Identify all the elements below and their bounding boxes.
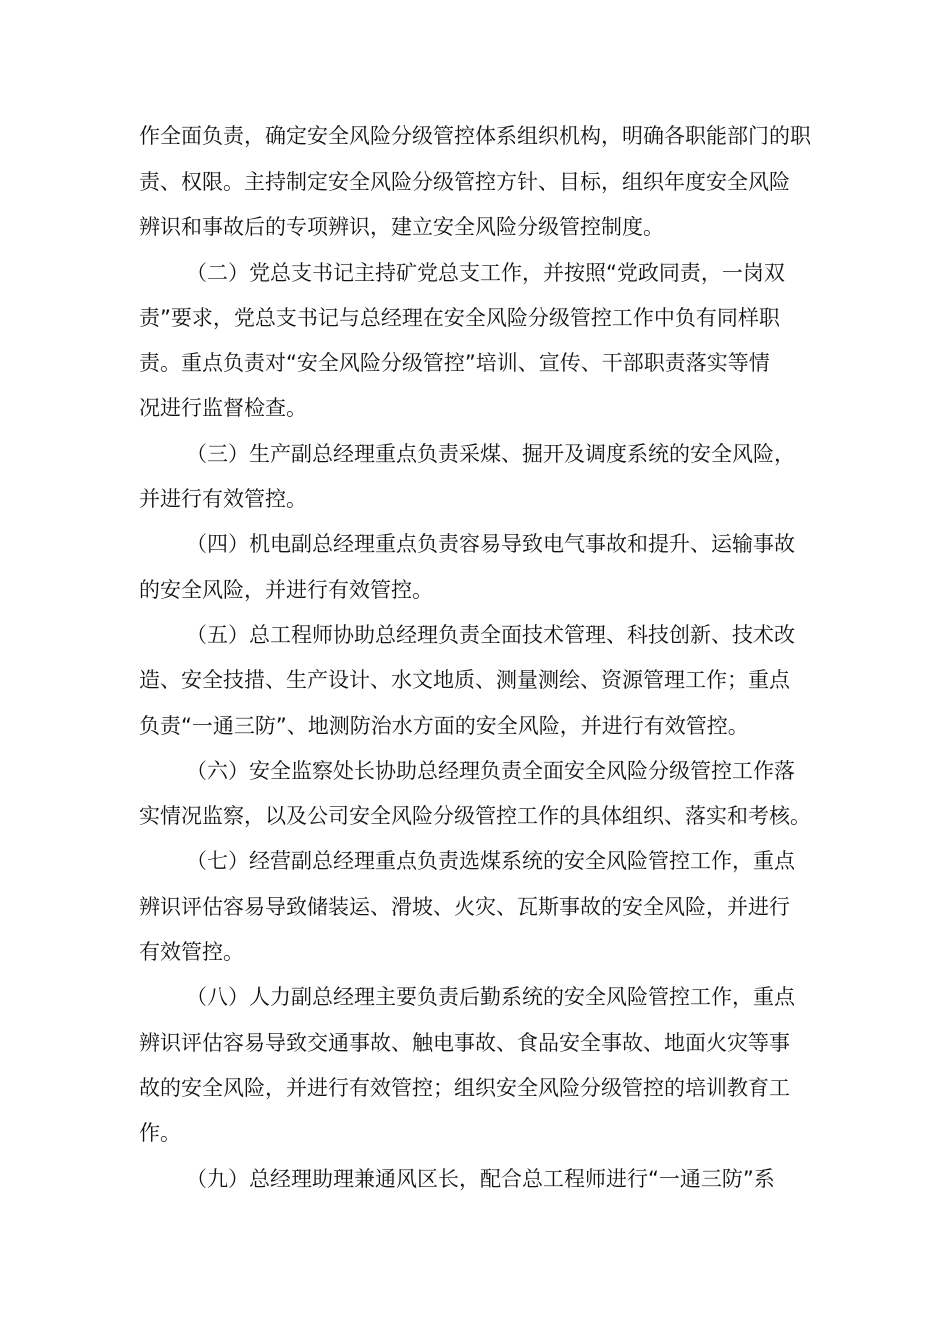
text-line: 责”要求，党总支书记与总经理在安全风险分级管控工作中负有同样职 — [139, 306, 780, 330]
paragraph-start: （四）机电副总经理重点负责容易导致电气事故和提升、运输事故 — [186, 532, 795, 556]
paragraph-start: （八）人力副总经理主要负责后勤系统的安全风险管控工作，重点 — [186, 985, 795, 1009]
text-line: 的安全风险，并进行有效管控。 — [139, 578, 433, 602]
text-line: 辨识评估容易导致储装运、滑坡、火灾、瓦斯事故的安全风险，并进行 — [139, 895, 790, 919]
text-line: 况进行监督检查。 — [139, 396, 307, 420]
text-line: 责、权限。主持制定安全风险分级管控方针、目标，组织年度安全风险 — [139, 170, 790, 194]
paragraph-start: （五）总工程师协助总经理负责全面技术管理、科技创新、技术改 — [186, 623, 795, 647]
text-line: 造、安全技措、生产设计、水文地质、测量测绘、资源管理工作；重点 — [139, 668, 790, 692]
paragraph-start: （二）党总支书记主持矿党总支工作，并按照“党政同责，一岗双 — [186, 261, 785, 285]
text-line: 故的安全风险，并进行有效管控；组织安全风险分级管控的培训教育工 — [139, 1076, 790, 1100]
paragraph-start: （三）生产副总经理重点负责采煤、掘开及调度系统的安全风险， — [186, 442, 795, 466]
text-line: 作。 — [139, 1121, 181, 1145]
paragraph-start: （九）总经理助理兼通风区长，配合总工程师进行“一通三防”系 — [186, 1167, 775, 1191]
paragraph-start: （六）安全监察处长协助总经理负责全面安全风险分级管控工作落 — [186, 759, 795, 783]
paragraph-start: （七）经营副总经理重点负责选煤系统的安全风险管控工作，重点 — [186, 849, 795, 873]
text-line: 负责“一通三防”、地测防治水方面的安全风险，并进行有效管控。 — [139, 714, 749, 738]
text-line: 并进行有效管控。 — [139, 487, 307, 511]
text-line: 责。重点负责对“安全风险分级管控”培训、宣传、干部职责落实等情 — [139, 351, 770, 375]
text-line: 作全面负责，确定安全风险分级管控体系组织机构，明确各职能部门的职 — [139, 124, 811, 148]
text-line: 辨识评估容易导致交通事故、触电事故、食品安全事故、地面火灾等事 — [139, 1031, 790, 1055]
text-line: 辨识和事故后的专项辨识，建立安全风险分级管控制度。 — [139, 215, 664, 239]
text-line: 有效管控。 — [139, 940, 244, 964]
text-line: 实情况监察，以及公司安全风险分级管控工作的具体组织、落实和考核。 — [139, 804, 811, 828]
